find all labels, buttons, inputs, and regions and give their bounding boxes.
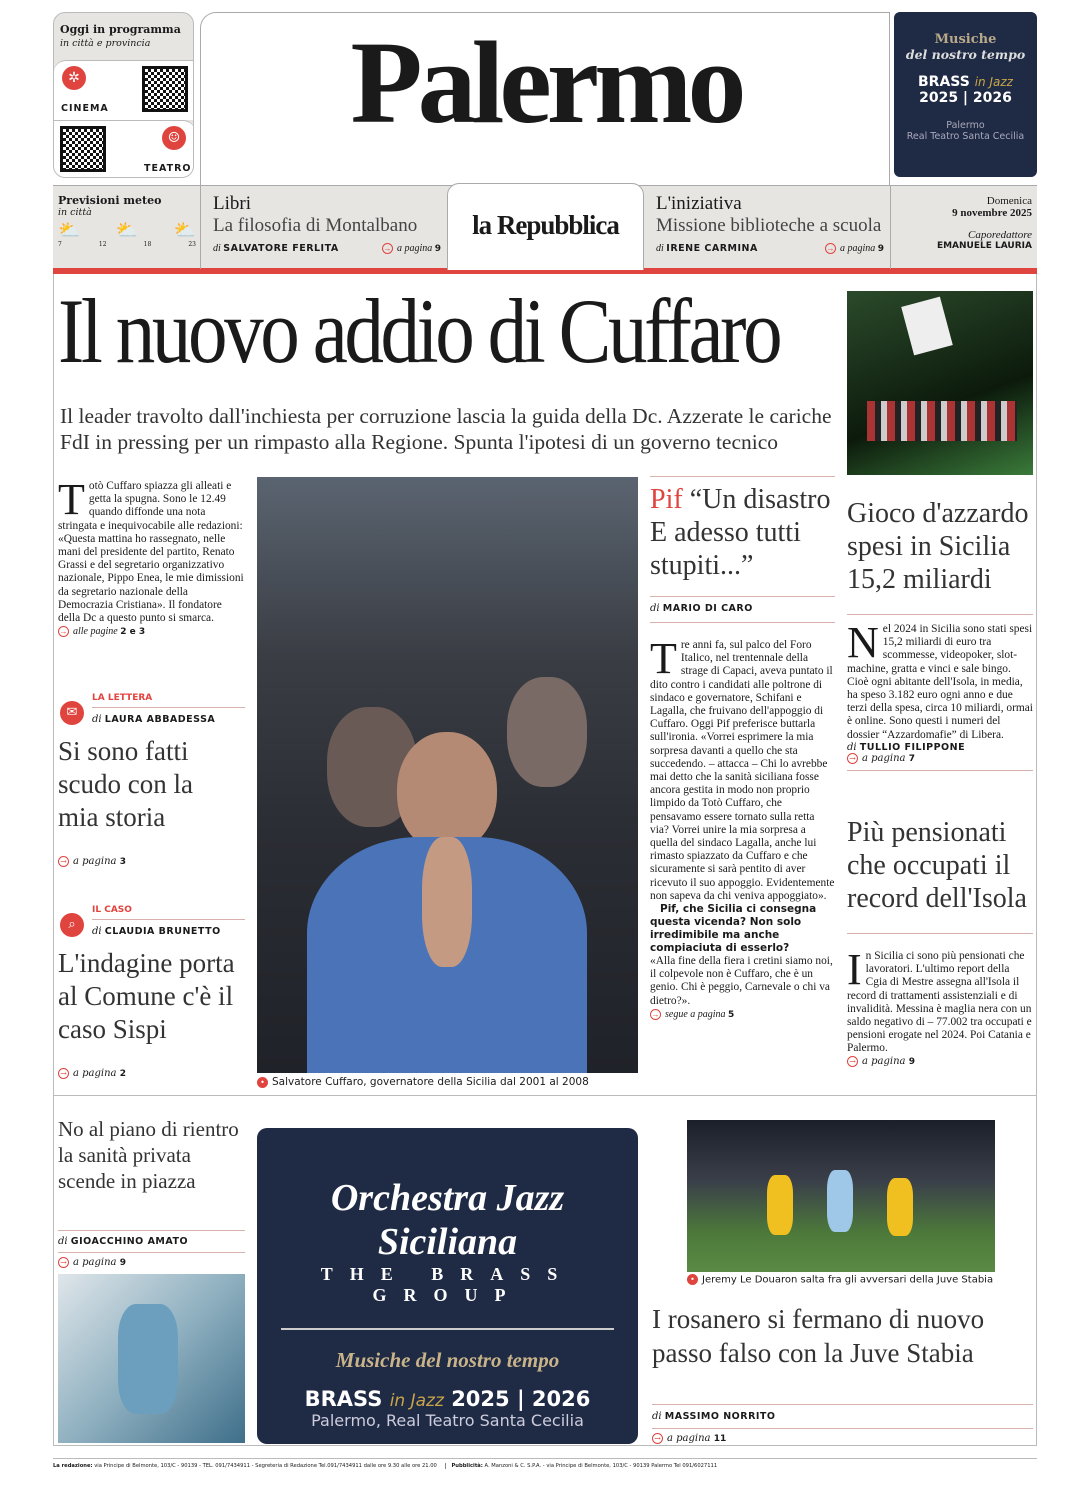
drop-cap: N [847,618,879,667]
calcio-article[interactable] [652,1302,1033,1444]
libri-author: SALVATORE FERLITA [223,243,339,254]
ad-venue: Palermo, Real Teatro Santa Cecilia [311,1411,584,1430]
arrow-right-icon: → [652,1433,663,1444]
arrow-right-icon: → [59,627,68,637]
pif-text: re anni fa, sul palco del Foro Italico, nel trentennale della strage di Capaci, aveva puntato il dito contro i candidati alle poltrone di sindaco e governatore, Schifani e Lagalla, che fruivano dell'appoggio di Cuffaro. Oggi Pif preferisce buttarla sull'ironia. «Vorrei esprimere la mia sorpresa davanti a quello che sta succedendo. – attacca – Chi lo avrebbe mai detto che la sanità siciliana fosse ancora gestita in modo non proprio limpido da Totò Cuffaro, che pensavamo essere tornato sulla retta via? Vorrei unire la mia sorpresa a quella del sindaco Lagalla, anche lui rimasto spiazzato da Cuffaro e che sicuramente si sarà pentito di aver ricevuto il suo appoggio. Evidentemente non sapeva da chi veniva appoggiato». [650,639,835,902]
drop-cap: I [847,945,862,994]
drop-cap: T [650,634,677,683]
teatro-label: TEATRO [144,163,192,174]
brass-ad-top[interactable] [894,12,1037,177]
main-headline[interactable]: Il nuovo addio di Cuffaro [58,280,780,382]
brass-ad-bottom[interactable] [257,1128,638,1444]
page-ref: a pagina [73,1068,117,1079]
iniziativa-kicker: L'iniziativa [656,193,742,214]
footer [53,1458,1037,1469]
meteo-hour: 18 [143,241,152,248]
cinema-link[interactable] [54,60,194,120]
pif-question: Pif, che Sicilia ci consegna questa vicenda? Non solo irredimibile ma anche compiaciuta di esserlo? [650,903,817,955]
caso-title: L'indagine porta al Comune c'è il caso Sispi [58,948,235,1044]
ad-line2: del nostro tempo [905,47,1026,62]
iniziativa-title: Missione biblioteche a scuola [656,215,882,236]
programma-title: Oggi in programma [60,23,181,36]
ad-in-jazz: in Jazz [389,1391,444,1411]
meteo-box[interactable] [58,194,196,248]
meteo-hour: 7 [58,241,62,248]
iniziativa-author: IRENE CARMINA [666,243,758,254]
football-photo [687,1120,995,1272]
repubblica-logo[interactable]: la Repubblica [472,210,619,240]
by-label: di [92,926,102,937]
editor-name: EMANUELE LAURIA [936,241,1032,251]
ad-in-jazz: in Jazz [974,75,1013,89]
dentist-figure [118,1304,178,1414]
praying-hands [422,837,472,967]
azzardo-text: el 2024 in Sicilia sono stati spesi 15,2 miliardi di euro tra scommesse, videopoker, slot-machine, gratta e vinci e sale bingo. Cioè ogni abitante dell'Isola, in media, ha speso 3.182 euro ogni anno e due terzi della spesa, circa 10 miliardi, ormai è online. Sono questi i numeri del dossier “Azzardomafie” di Libera. [847,623,1033,741]
ad-season: 2025 | 2026 [919,90,1012,106]
pif-article[interactable] [650,476,835,1022]
pubblicita-label: Pubblicità: [451,1463,483,1469]
arrow-right-icon: → [58,856,69,867]
page-ref: a pagina [839,243,876,254]
pensionati-article[interactable] [847,816,1033,1067]
arrow-right-icon: → [847,1056,858,1067]
redazione-info: via Principe di Belmonte, 103/C - 90139 - TEL. 091/7434911 - Segreteria di Redazione Tel.091/7434911 dalle ore 9.30 alle ore 21.00 [94,1463,437,1469]
page-ref: a pagina [73,856,117,867]
player-figure [887,1178,913,1236]
theatre-mask-icon: ☺ [162,126,186,150]
photo-caption [257,1076,589,1088]
page-number: 9 [877,244,884,254]
page-ref: a pagina [73,1257,117,1268]
by-label: di [92,714,102,725]
page-number: 2 e 3 [120,627,146,638]
date-box [895,195,1032,251]
audience-figure [507,677,587,787]
page-number: 9 [908,1056,915,1067]
teatro-qr-code[interactable] [60,126,106,172]
meteo-title: Previsioni meteo [58,194,162,207]
by-label: di [652,1411,662,1422]
caso-author: CLAUDIA BRUNETTO [104,926,221,937]
redazione-label: La redazione: [53,1463,93,1469]
arrow-right-icon: → [847,753,858,764]
sanita-article[interactable] [58,1116,245,1270]
lettera-author: LAURA ABBADESSA [104,714,216,725]
ad-brass: BRASS [918,74,970,90]
playing-cards [901,297,953,356]
cloud-sun-icon: ⛅ [173,220,196,241]
player-figure [767,1175,793,1235]
envelope-icon: ✉ [60,701,84,725]
poker-chips [867,401,1017,441]
drop-cap: T [58,475,85,524]
arrow-right-icon: → [651,1010,660,1020]
caso-article[interactable] [58,905,245,1079]
brass-group: THE BRASS GROUP [320,1264,575,1305]
calcio-title: I rosanero si fermano di nuovo passo falso con la Juve Stabia [652,1304,985,1368]
page-ref: a pagina [862,752,906,764]
meteo-hour: 23 [188,241,196,248]
orchestra-name: Orchestra Jazz Siciliana [330,1177,565,1263]
sanita-author: GIOACCHINO AMATO [70,1236,189,1247]
dentist-photo [58,1274,245,1443]
main-subhead: Il leader travolto dall'inchiesta per corruzione lascia la guida della Dc. Azzerate le cariche FdI in pressing per un rimpasto alla Regione. Spunta l'ipotesi di un governo tecnico [60,404,832,454]
pif-name: Pif [650,484,683,515]
ad-season: 2025 | 2026 [451,1387,591,1411]
by-label: di [213,243,221,254]
repubblica-logo-box [447,183,644,270]
pif-quote: “Un disastro E adesso tutti stupiti...” [650,484,831,581]
page-number: 2 [119,1069,126,1079]
azzardo-author: TULLIO FILIPPONE [859,741,966,753]
player-figure [827,1170,853,1232]
caso-kicker: IL CASO [92,905,132,915]
page-ref: segue a pagina [665,1008,726,1020]
ad-line1: Musiche [934,32,997,47]
cloud-sun-rain-icon: ⛅ [58,220,81,241]
camera-dot-icon: • [687,1274,698,1285]
camera-dot-icon: • [257,1077,268,1088]
programma-subtitle: in città e provincia [60,38,151,49]
page-ref: a pagina [396,243,433,254]
calcio-author: MASSIMO NORRITO [664,1411,776,1422]
pensionati-text: n Sicilia ci sono più pensionati che lavoratori. L'ultimo report della Cgia di Mestre assegna all'Isola il record di trattamenti assistenziali e di invalidità. Messina è maglia nera con un saldo negativo di – 77.002 tra occupati e pensioni erogate nel 2024. Poi Catania e Palermo. [847,950,1032,1055]
sanita-title: No al piano di rientro la sanità privata scende in piazza [58,1117,239,1193]
page-ref: a pagina [862,1055,906,1067]
pif-author: MARIO DI CARO [662,603,753,614]
pif-answer: «Alla fine della fiera i cretini siamo noi, il colpevole non è Cuffaro, che è un genio. Chi è peggio, Carnevale o chi va dietro?». [650,955,833,1007]
football-caption [687,1274,993,1286]
ad-city: Palermo [946,120,985,131]
cinema-label: CINEMA [61,103,109,114]
gambling-photo [847,291,1033,475]
page-number: 5 [728,1009,735,1020]
libri-teaser[interactable] [213,193,441,254]
lettera-kicker: LA LETTERA [92,693,153,703]
caption-text: Salvatore Cuffaro, governatore della Sicilia dal 2001 al 2008 [272,1076,589,1088]
weekday: Domenica [986,195,1032,207]
libri-kicker: Libri [213,193,251,214]
lettera-article[interactable] [58,693,245,867]
masthead [200,12,890,186]
page-number: 9 [119,1258,126,1268]
by-label: di [847,741,857,753]
ad-bottom-line: Musiche del nostro tempo [335,1348,560,1372]
issue-date: 9 novembre 2025 [952,207,1032,219]
editor-role: Caporedattore [968,229,1032,241]
lead-text: otò Cuffaro spiazza gli alleati e getta la spugna. Sono le 12.49 quando diffonde una nota stringata e inequivocabile alle redazioni: «Questa mattina ho rassegnato, nelle mani del presidente del partito, Renato Grassi e del segretario organizzativo nazionale, Pippo Enea, le mie dimissioni da segretario nazionale della Democrazia Cristiana». Il fondatore della Dc a questo punto si smarca. [58,480,244,625]
cuffaro-face [397,732,497,852]
cloud-sun-rain-icon: ⛅ [115,220,139,241]
caption-text: Jeremy Le Douaron salta fra gli avversari della Juve Stabia [702,1274,994,1286]
programma-box [53,12,194,178]
libri-title: La filosofia di Montalbano [213,215,418,236]
teatro-link[interactable] [54,120,194,178]
pubblicita-info: A. Manzoni & C. S.P.A. - via Principe di Belmonte, 103/C - 90139 Palermo Tel 091/6027111 [484,1463,718,1469]
page-ref: a pagina [667,1433,711,1444]
by-label: di [656,243,664,254]
by-label: di [58,1236,68,1247]
azzardo-title: Gioco d'azzardo spesi in Sicilia 15,2 miliardi [847,498,1029,595]
page-number: 3 [119,857,126,867]
cinema-qr-code[interactable] [142,66,188,112]
arrow-right-icon: → [58,1257,69,1268]
pensionati-title: Più pensionati che occupati il record dell'Isola [847,817,1027,914]
arrow-right-icon: → [383,244,392,254]
ad-venue: Real Teatro Santa Cecilia [906,131,1025,142]
arrow-right-icon: → [58,1068,69,1079]
masthead-title[interactable]: Palermo [350,17,742,148]
page-number: 9 [434,244,441,254]
page-number: 11 [713,1434,727,1444]
magnifier-icon: ⌕ [60,913,84,937]
film-reel-icon: ✲ [62,66,86,90]
meteo-subtitle: in città [58,207,92,218]
azzardo-article[interactable] [847,497,1033,771]
by-label: di [650,603,660,614]
meteo-hour: 12 [98,241,107,248]
page-ref[interactable]: alle pagine [73,626,118,638]
ad-brass: BRASS [304,1387,383,1411]
lead-article [58,475,245,639]
iniziativa-teaser[interactable] [656,193,884,254]
page-number: 7 [908,753,915,764]
lettera-title: Si sono fatti scudo con la mia storia [58,736,193,832]
arrow-right-icon: → [826,244,835,254]
cuffaro-photo [257,477,638,1073]
